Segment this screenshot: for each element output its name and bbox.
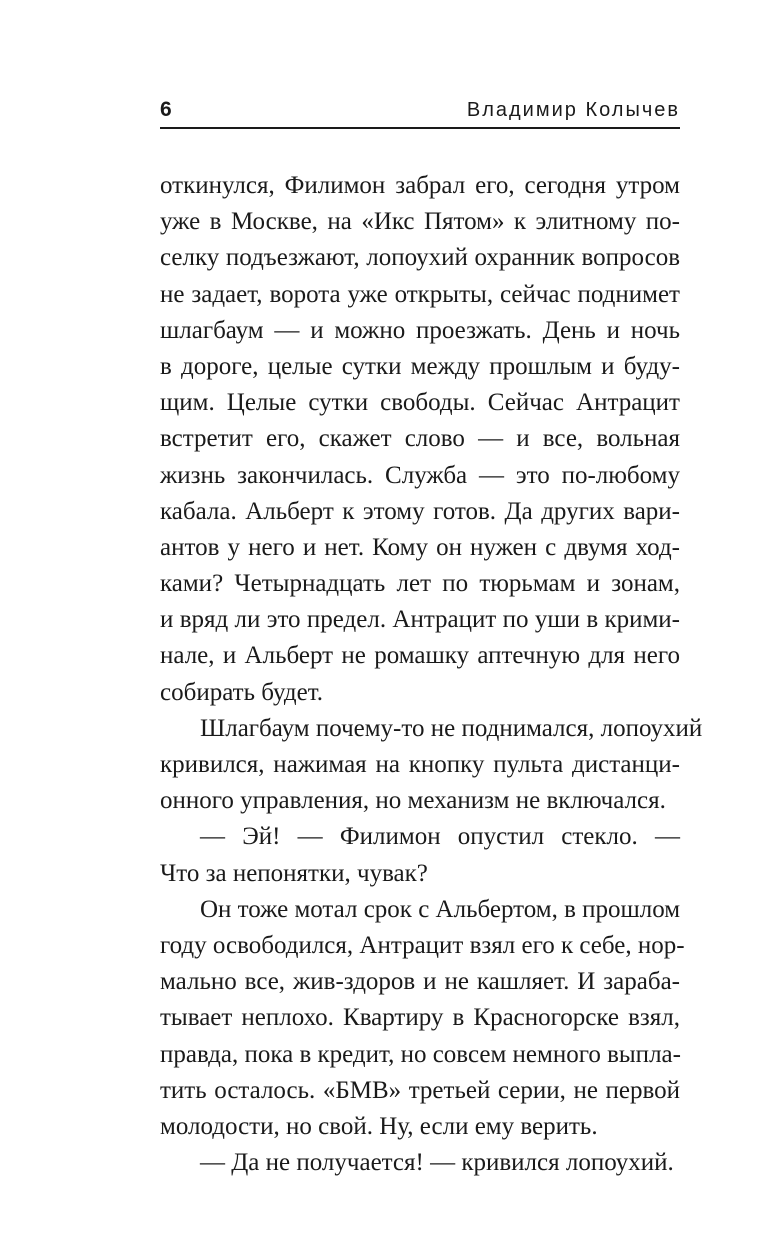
text-line: в дороге, целые сутки между прошлым и буду- bbox=[160, 352, 680, 380]
text-line: селку подъезжают, лопоухий охранник вопросов bbox=[160, 244, 680, 272]
text-line: шлагбаум — и можно проезжать. День и ночь bbox=[160, 316, 680, 344]
text-line: правда, пока в кредит, но совсем немного выпла- bbox=[160, 1040, 681, 1068]
text-line: уже в Москве, на «Икс Пятом» к элитному по- bbox=[160, 208, 680, 236]
text-line: тить осталось. «БМВ» третьей серии, не первой bbox=[160, 1076, 680, 1104]
page-number: 6 bbox=[160, 98, 172, 121]
text-line: откинулся, Филимон забрал его, сегодня утром bbox=[160, 172, 680, 199]
text-line: собирать будет. bbox=[160, 678, 324, 706]
text-line: Шлагбаум почему-то не поднимался, лопоухий bbox=[200, 714, 703, 742]
text-line: онного управления, но механизм не включался. bbox=[160, 787, 666, 815]
text-line: ками? Четырнадцать лет по тюрьмам и зонам, bbox=[160, 570, 680, 598]
header-rule bbox=[160, 127, 680, 129]
text-line: молодости, но свой. Ну, если ему верить. bbox=[160, 1112, 598, 1140]
text-line: нале, и Альберт не ромашку аптечную для него bbox=[160, 642, 680, 670]
text-line: встретит его, скажет слово — и все, вольная bbox=[160, 425, 680, 453]
text-line: щим. Целые сутки свободы. Сейчас Антрацит bbox=[160, 389, 680, 417]
page-header bbox=[160, 98, 680, 128]
text-line: не задает, ворота уже открыты, сейчас поднимет bbox=[160, 280, 680, 308]
text-line: жизнь закончилась. Служба — это по-любому bbox=[160, 461, 680, 489]
text-line: мально все, жив-здоров и не кашляет. И зараба- bbox=[160, 968, 680, 996]
text-line: — Эй! — Филимон опустил стекло. — bbox=[200, 823, 680, 851]
text-line: Он тоже мотал срок с Альбертом, в прошлом bbox=[200, 895, 681, 923]
text-line: антов у него и нет. Кому он нужен с двумя ход- bbox=[160, 533, 680, 561]
text-line: и вряд ли это предел. Антрацит по уши в крими- bbox=[160, 606, 680, 634]
text-line: Что за непонятки, чувак? bbox=[160, 859, 428, 887]
text-line: — Да не получается! — кривился лопоухий. bbox=[200, 1149, 674, 1177]
running-head-author: Владимир Колычев bbox=[466, 99, 680, 121]
body-text bbox=[160, 168, 703, 1181]
text-line: тывает неплохо. Квартиру в Красногорске взял, bbox=[160, 1004, 680, 1032]
text-line: году освободился, Антрацит взял его к себе, нор- bbox=[160, 931, 685, 959]
text-line: кабала. Альберт к этому готов. Да других вари- bbox=[160, 497, 680, 525]
text-line: кривился, нажимая на кнопку пульта дистанци- bbox=[160, 751, 680, 778]
